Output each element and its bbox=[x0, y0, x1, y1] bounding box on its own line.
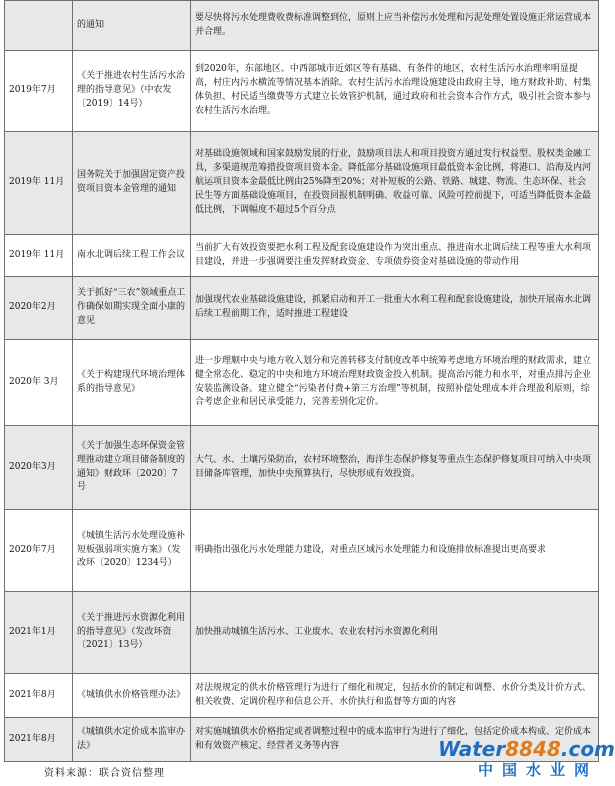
watermark-brand-text: Water bbox=[438, 737, 506, 761]
policy-doc-cell: 《关于构建现代环境治理体系的指导意见》 bbox=[73, 340, 191, 426]
source-note: 资料来源：联合资信整理 bbox=[44, 768, 165, 779]
policy-doc-cell: 南水北调后续工程工作会议 bbox=[73, 235, 191, 277]
policy-doc-cell: 国务院关于加强固定资产投资项目资本金管理的通知 bbox=[73, 132, 191, 235]
content-cell: 进一步理顺中央与地方收入划分和完善转移支付制度改革中统筹考虑地方环境治理的财政需求，建立健全常态化、稳定的中央和地方环境治理财政资金投入机制。提高治污能力和水平，对重点排污企业安装监测设备。建立健全“污染者付费+第三方治理”等机制，按照补偿处理成本并合理盈利原则，综合考虑企业和居民承受能力，完善差别化定价。 bbox=[191, 340, 599, 426]
watermark-brand bbox=[438, 737, 615, 761]
table-row bbox=[5, 277, 599, 340]
table-row bbox=[5, 132, 599, 235]
table-row bbox=[5, 674, 599, 718]
date-cell: 2020年3月 bbox=[5, 426, 73, 510]
date-cell: 2019年7月 bbox=[5, 51, 73, 132]
content-cell: 要尽快将污水处理费收费标准调整到位，原则上应当补偿污水处理和污泥处理处置设施正常运营成本并合理。 bbox=[191, 1, 599, 51]
policy-doc-cell: 关于抓好“三农”领域重点工作确保如期实现全面小康的意见 bbox=[73, 277, 191, 340]
policy-doc-cell: 《关于推进农村生活污水治理的指导意见》（中农发〔2019〕14号） bbox=[73, 51, 191, 132]
content-cell: 对实施城镇供水价格指定或者调整过程中的成本监审行为进行了细化，包括定价成本构成、定价成本和有效资产核定、经营者义务等内容 bbox=[191, 718, 599, 762]
watermark-number: 8848 bbox=[505, 737, 561, 761]
date-cell: 2021年1月 bbox=[5, 592, 73, 674]
date-cell: 2020年7月 bbox=[5, 510, 73, 592]
date-cell: 2020年 3月 bbox=[5, 340, 73, 426]
policy-doc-cell: 《关于推进污水资源化利用的指导意见》（发改环资〔2021〕13号） bbox=[73, 592, 191, 674]
table-row bbox=[5, 51, 599, 132]
table-row bbox=[5, 235, 599, 277]
policy-table bbox=[4, 0, 599, 762]
content-cell: 到2020年，东部地区、中西部城市近郊区等有基础、有条件的地区，农村生活污水治理率明显提高，村庄内污水横流等情况基本消除。农村生活污水治理设施建设由政府主导，地方财政补助、村集体负担、村民适当缴费等方式建立长效管护机制，通过政府和社会资本合作方式，吸引社会资本参与农村生活污水治理。 bbox=[191, 51, 599, 132]
date-cell: 2021年8月 bbox=[5, 718, 73, 762]
table-row bbox=[5, 340, 599, 426]
policy-doc-cell: 《城镇供水价格管理办法》 bbox=[73, 674, 191, 718]
date-cell: 2019年 11月 bbox=[5, 132, 73, 235]
policy-doc-cell: 《关于加强生态环保资金管理推动建立项目储备制度的通知》财政环〔2020〕7号 bbox=[73, 426, 191, 510]
policy-doc-cell: 《城镇生活污水处理设施补短板强弱项实施方案》（发改环〔2020〕1234号） bbox=[73, 510, 191, 592]
content-cell: 当前扩大有效投资要把水利工程及配套设施建设作为突出重点、推进南水北调后续工程等重大水利项目建设，并进一步强调要注重发挥财政资金、专项债券资金对基础设施的带动作用 bbox=[191, 235, 599, 277]
watermark-cn-name: 中国水业网 bbox=[477, 761, 598, 779]
date-cell: 2019年 11月 bbox=[5, 235, 73, 277]
content-cell: 大气、水、土壤污染防治，农村环境整治，海洋生态保护修复等重点生态保护修复项目可纳入中央项目储备库管理，加快中央预算执行，尽快形成有效投资。 bbox=[191, 426, 599, 510]
policy-doc-cell: 的通知 bbox=[73, 1, 191, 51]
content-cell: 加强现代农业基础设施建设，抓紧启动和开工一批重大水利工程和配套设施建设，加快开展南水北调后续工程前期工作，适时推进工程建设 bbox=[191, 277, 599, 340]
table-row bbox=[5, 1, 599, 51]
policy-doc-cell: 《城镇供水定价成本监审办法》 bbox=[73, 718, 191, 762]
date-cell bbox=[5, 1, 73, 51]
content-cell: 对法规规定的供水价格管理行为进行了细化和规定，包括水价的制定和调整、水价分类及计价方式、相关收费、定调价程序和信息公开、水价执行和监督等方面的内容 bbox=[191, 674, 599, 718]
content-cell: 明确指出强化污水处理能力建设，对重点区域污水处理能力和设施排放标准提出更高要求 bbox=[191, 510, 599, 592]
date-cell: 2020年2月 bbox=[5, 277, 73, 340]
table-row bbox=[5, 592, 599, 674]
watermark-suffix: .com bbox=[560, 737, 615, 761]
table-row bbox=[5, 510, 599, 592]
table-row bbox=[5, 426, 599, 510]
site-watermark-logo bbox=[438, 737, 615, 784]
date-cell: 2021年8月 bbox=[5, 674, 73, 718]
content-cell: 加快推动城镇生活污水、工业废水、农业农村污水资源化利用 bbox=[191, 592, 599, 674]
content-cell: 对基础设施领域和国家鼓励发展的行业，鼓励项目法人和项目投资方通过发行权益型、股权类金融工具，多渠道规范筹措投资项目资本金。降低部分基础设施项目最低资本金比例，将港口、沿海及内河航运项目资本金最低比例由25%降至20%；对补短板的公路、铁路、城建、物流、生态环保、社会民生等方面基础设施项目，在投资回报机制明确、收益可靠、风险可控前提下，可适当降低资本金最低比例，下调幅度不超过5个百分点 bbox=[191, 132, 599, 235]
